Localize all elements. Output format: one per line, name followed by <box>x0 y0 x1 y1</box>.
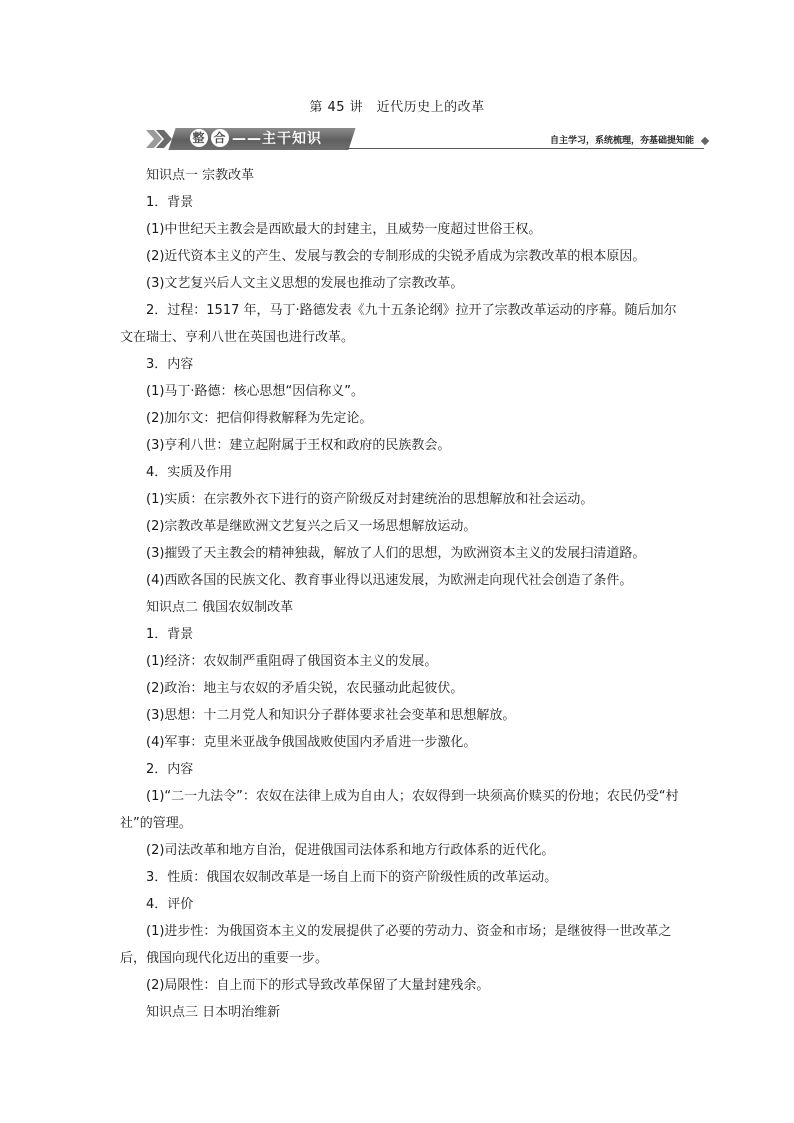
banner-subtitle: 自主学习，系统梳理，夯基础提知能 <box>549 136 694 146</box>
subheading: 1．背景 <box>146 627 194 642</box>
page-title: 第 45 讲 近代历史上的改革 <box>309 100 485 115</box>
section-banner <box>146 124 708 154</box>
paragraph: (1)马丁·路德：核心思想“因信称义”。 <box>146 384 365 399</box>
paragraph: (2)局限性：自上而下的形式导致改革保留了大量封建残余。 <box>146 978 490 993</box>
paragraph: (2)司法改革和地方自治，促进俄国司法体系和地方行政体系的近代化。 <box>146 843 555 858</box>
paragraph: (1)中世纪天主教会是西欧最大的封建主，且威势一度超过世俗王权。 <box>146 222 542 237</box>
paragraph: (1)“二一九法令”：农奴在法律上成为自由人；农奴得到一块须高价赎买的份地；农民仍受“村社”的管理。 <box>120 789 679 831</box>
section-heading: 知识点二 俄国农奴制改革 <box>146 600 294 615</box>
diamond-icon <box>701 137 709 145</box>
banner-char-2: 合 <box>211 129 229 147</box>
paragraph: (1)实质：在宗教外衣下进行的资产阶级反对封建统治的思想解放和社会运动。 <box>146 492 594 507</box>
subheading: 2．内容 <box>146 762 194 777</box>
subheading: 4．实质及作用 <box>146 465 233 480</box>
paragraph: (3)文艺复兴后人文主义思想的发展也推动了宗教改革。 <box>146 276 464 291</box>
document-body <box>120 162 682 1026</box>
paragraph: (2)加尔文：把信仰得救解释为先定论。 <box>146 411 373 426</box>
paragraph: (2)近代资本主义的产生、发展与教会的专制形成的尖锐矛盾成为宗教改革的根本原因。 <box>146 249 646 264</box>
paragraph: 2．过程：1517 年，马丁·路德发表《九十五条论纲》拉开了宗教改革运动的序幕。随后加尔文在瑞士、亨利八世在英国也进行改革。 <box>120 303 677 345</box>
paragraph: (4)西欧各国的民族文化、教育事业得以迅速发展，为欧洲走向现代社会创造了条件。 <box>146 573 633 588</box>
paragraph: (1)经济：农奴制严重阻碍了俄国资本主义的发展。 <box>146 654 438 669</box>
section-heading: 知识点三 日本明治维新 <box>146 1005 281 1020</box>
subheading: 4．评价 <box>146 897 194 912</box>
paragraph: 3．性质：俄国农奴制改革是一场自上而下的资产阶级性质的改革运动。 <box>146 870 558 885</box>
banner-char-1: 整 <box>190 129 208 147</box>
paragraph: (2)政治：地主与农奴的矛盾尖锐，农民骚动此起彼伏。 <box>146 681 464 696</box>
banner-underline <box>346 148 704 149</box>
paragraph: (3)亨利八世：建立起附属于王权和政府的民族教会。 <box>146 438 451 453</box>
paragraph: (2)宗教改革是继欧洲文艺复兴之后又一场思想解放运动。 <box>146 519 477 534</box>
paragraph: (1)进步性：为俄国资本主义的发展提供了必要的劳动力、资金和市场；是继彼得一世改革之后，俄国向现代化迈出的重要一步。 <box>120 924 672 966</box>
subheading: 1．背景 <box>146 195 194 210</box>
paragraph: (3)思想：十二月党人和知识分子群体要求社会变革和思想解放。 <box>146 708 516 723</box>
subheading: 3．内容 <box>146 357 194 372</box>
banner-title-rest: ——主干知识 <box>232 131 322 147</box>
banner-title <box>190 128 322 150</box>
paragraph: (4)军事：克里米亚战争俄国战败使国内矛盾进一步激化。 <box>146 735 477 750</box>
paragraph: (3)摧毁了天主教会的精神独裁，解放了人们的思想，为欧洲资本主义的发展扫清道路。 <box>146 546 646 561</box>
section-heading: 知识点一 宗教改革 <box>146 168 255 183</box>
